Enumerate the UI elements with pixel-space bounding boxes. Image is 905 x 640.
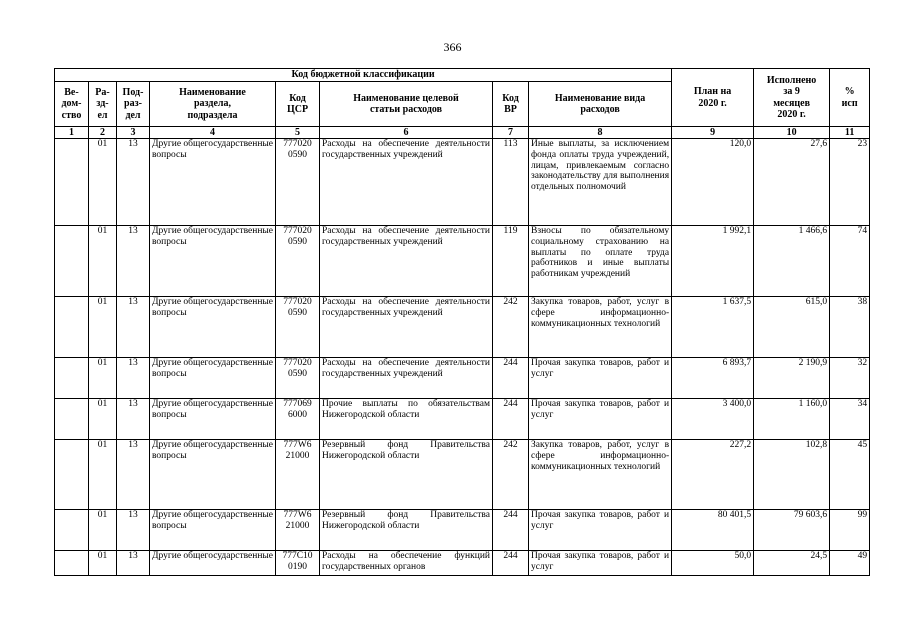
cell-vedomstvo [55,358,89,399]
cell-kod-vr: 244 [493,510,529,551]
cell-kod-csr: 777W6 21000 [276,510,320,551]
cell-naim-vida: Прочая закупка товаров, работ и услуг [529,358,672,399]
cell-kod-csr: 777020 0590 [276,139,320,226]
cell-podrazdel: 13 [117,297,150,358]
cell-plan: 120,0 [672,139,754,226]
cell-naim-celevoy: Резервный фонд Правительства Нижегородской области [320,440,493,510]
header-razdel: Ра- зд- ел [89,82,117,127]
cell-kod-csr: 777069 6000 [276,399,320,440]
cell-podrazdel: 13 [117,358,150,399]
column-number: 9 [672,127,754,139]
cell-kod-vr: 119 [493,226,529,297]
header-naim-razdela: Наименование раздела, подраздела [150,82,276,127]
cell-razdel: 01 [89,139,117,226]
cell-kod-csr: 777020 0590 [276,297,320,358]
header-naim-celevoy: Наименование целевой статьи расходов [320,82,493,127]
cell-naim-vida: Взносы по обязательному социальному страхованию на выплаты по оплате труда работников и иные выплаты работникам учреждений [529,226,672,297]
cell-naim-celevoy: Расходы на обеспечение деятельности государственных учреждений [320,139,493,226]
cell-vedomstvo [55,297,89,358]
cell-percent: 45 [830,440,870,510]
cell-naim-vida: Закупка товаров, работ, услуг в сфере информационно-коммуникационных технологий [529,297,672,358]
cell-vedomstvo [55,399,89,440]
header-kod-vr: Код ВР [493,82,529,127]
cell-ispolneno: 24,5 [754,551,830,576]
header-ispolneno: Исполнено за 9 месяцев 2020 г. [754,69,830,127]
column-number: 3 [117,127,150,139]
cell-ispolneno: 102,8 [754,440,830,510]
cell-podrazdel: 13 [117,510,150,551]
table-row [55,551,870,576]
budget-table [54,68,870,576]
cell-plan: 3 400,0 [672,399,754,440]
cell-ispolneno: 615,0 [754,297,830,358]
cell-plan: 227,2 [672,440,754,510]
cell-kod-csr: 777020 0590 [276,358,320,399]
table-row [55,297,870,358]
page-number: 366 [443,40,462,54]
cell-razdel: 01 [89,440,117,510]
column-number: 8 [529,127,672,139]
cell-ispolneno: 27,6 [754,139,830,226]
cell-naim-vida: Прочая закупка товаров, работ и услуг [529,551,672,576]
header-vedomstvo: Ве- дом- ство [55,82,89,127]
column-number: 5 [276,127,320,139]
cell-naim-vida: Иные выплаты, за исключением фонда оплаты труда учреждений, лицам, привлекаемым согласно законодательству для выполнения отдельных полномочий [529,139,672,226]
column-number: 11 [830,127,870,139]
cell-razdel: 01 [89,510,117,551]
table-row [55,358,870,399]
header-percent: % исп [830,69,870,127]
header-plan: План на 2020 г. [672,69,754,127]
cell-naim-celevoy: Расходы на обеспечение функций государственных органов [320,551,493,576]
cell-plan: 50,0 [672,551,754,576]
header-budget-classification: Код бюджетной классификации [55,69,672,82]
table-row [55,510,870,551]
table-row [55,399,870,440]
cell-plan: 1 992,1 [672,226,754,297]
cell-kod-vr: 244 [493,399,529,440]
cell-naim-celevoy: Прочие выплаты по обязательствам Нижегородской области [320,399,493,440]
header-kod-csr: Код ЦСР [276,82,320,127]
column-number: 1 [55,127,89,139]
column-number: 7 [493,127,529,139]
cell-ispolneno: 1 466,6 [754,226,830,297]
cell-naim-razdela: Другие общегосударственные вопросы [150,139,276,226]
cell-percent: 32 [830,358,870,399]
cell-razdel: 01 [89,551,117,576]
cell-kod-vr: 113 [493,139,529,226]
cell-plan: 80 401,5 [672,510,754,551]
cell-naim-razdela: Другие общегосударственные вопросы [150,226,276,297]
column-number-row [55,127,870,139]
cell-kod-csr: 777020 0590 [276,226,320,297]
cell-ispolneno: 1 160,0 [754,399,830,440]
cell-naim-razdela: Другие общегосударственные вопросы [150,399,276,440]
cell-vedomstvo [55,226,89,297]
cell-podrazdel: 13 [117,226,150,297]
cell-naim-celevoy: Резервный фонд Правительства Нижегородской области [320,510,493,551]
cell-naim-razdela: Другие общегосударственные вопросы [150,358,276,399]
cell-ispolneno: 79 603,6 [754,510,830,551]
cell-kod-vr: 244 [493,358,529,399]
cell-naim-razdela: Другие общегосударственные вопросы [150,440,276,510]
cell-vedomstvo [55,440,89,510]
cell-naim-celevoy: Расходы на обеспечение деятельности государственных учреждений [320,358,493,399]
column-number: 10 [754,127,830,139]
cell-podrazdel: 13 [117,551,150,576]
cell-naim-celevoy: Расходы на обеспечение деятельности государственных учреждений [320,226,493,297]
column-number: 2 [89,127,117,139]
cell-naim-vida: Прочая закупка товаров, работ и услуг [529,399,672,440]
cell-vedomstvo [55,551,89,576]
cell-naim-vida: Прочая закупка товаров, работ и услуг [529,510,672,551]
cell-naim-razdela: Другие общегосударственные [150,551,276,576]
cell-percent: 23 [830,139,870,226]
cell-kod-csr: 777С10 0190 [276,551,320,576]
cell-podrazdel: 13 [117,440,150,510]
cell-percent: 49 [830,551,870,576]
cell-plan: 6 893,7 [672,358,754,399]
column-number: 4 [150,127,276,139]
header-row-group [55,69,870,82]
cell-kod-csr: 777W6 21000 [276,440,320,510]
cell-percent: 74 [830,226,870,297]
cell-ispolneno: 2 190,9 [754,358,830,399]
cell-naim-razdela: Другие общегосударственные вопросы [150,510,276,551]
cell-plan: 1 637,5 [672,297,754,358]
cell-podrazdel: 13 [117,399,150,440]
cell-kod-vr: 244 [493,551,529,576]
column-number: 6 [320,127,493,139]
cell-vedomstvo [55,139,89,226]
table-row [55,139,870,226]
cell-naim-vida: Закупка товаров, работ, услуг в сфере информационно-коммуникационных технологий [529,440,672,510]
cell-kod-vr: 242 [493,440,529,510]
cell-percent: 99 [830,510,870,551]
cell-razdel: 01 [89,399,117,440]
header-podrazdel: Под- раз- дел [117,82,150,127]
table-body [55,139,870,576]
cell-vedomstvo [55,510,89,551]
cell-percent: 38 [830,297,870,358]
cell-podrazdel: 13 [117,139,150,226]
cell-naim-celevoy: Расходы на обеспечение деятельности государственных учреждений [320,297,493,358]
cell-razdel: 01 [89,226,117,297]
cell-razdel: 01 [89,358,117,399]
cell-kod-vr: 242 [493,297,529,358]
header-naim-vida: Наименование вида расходов [529,82,672,127]
table-row [55,226,870,297]
cell-naim-razdela: Другие общегосударственные вопросы [150,297,276,358]
cell-percent: 34 [830,399,870,440]
cell-razdel: 01 [89,297,117,358]
table-row [55,440,870,510]
